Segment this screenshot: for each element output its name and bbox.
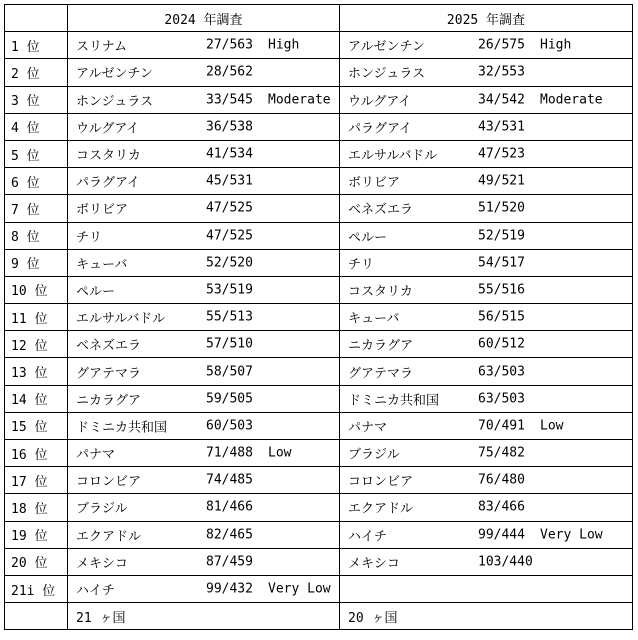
country-2024: エルサルバドル	[76, 311, 166, 327]
table-row	[5, 385, 633, 412]
country-2025: コロンビア	[348, 474, 414, 490]
result-cell-2025	[340, 521, 633, 548]
score-2024: 28/562	[206, 64, 253, 80]
rank-cell: 3 位	[5, 86, 68, 113]
score-2025: 47/523	[478, 146, 525, 162]
score-2024: 57/510	[206, 336, 253, 352]
table-row	[5, 140, 633, 167]
rank-cell: 6 位	[5, 168, 68, 195]
country-2025: ブラジル	[348, 447, 400, 463]
country-2025: ベネズエラ	[348, 202, 414, 218]
score-2025: 55/516	[478, 282, 525, 298]
result-cell-2025	[340, 276, 633, 303]
score-2024: 81/466	[206, 499, 253, 515]
table-row	[5, 358, 633, 385]
rank-cell: 21i 位	[5, 575, 68, 602]
result-cell-2025	[340, 467, 633, 494]
level-2024: Low	[268, 445, 292, 461]
score-2025: 56/515	[478, 309, 525, 325]
score-2024: 74/485	[206, 472, 253, 488]
score-2025: 63/503	[478, 391, 525, 407]
country-2024: スリナム	[76, 39, 128, 55]
table-row	[5, 575, 633, 602]
score-2025: 99/444	[478, 527, 525, 543]
country-2025: キューバ	[348, 311, 400, 327]
score-2025: 54/517	[478, 255, 525, 271]
rank-cell: 10 位	[5, 276, 68, 303]
table-row	[5, 222, 633, 249]
country-2024: パナマ	[76, 447, 116, 463]
table-row	[5, 32, 633, 59]
country-2025: グアテマラ	[348, 366, 414, 382]
result-cell-2025	[340, 385, 633, 412]
score-2024: 59/505	[206, 391, 253, 407]
rank-cell: 12 位	[5, 331, 68, 358]
result-cell-2024	[68, 385, 340, 412]
score-2025: 26/575	[478, 37, 525, 53]
score-2024: 58/507	[206, 364, 253, 380]
score-2025: 43/531	[478, 119, 525, 135]
result-cell-2024	[68, 521, 340, 548]
country-2024: コロンビア	[76, 474, 142, 490]
level-2024: High	[268, 37, 300, 53]
score-2024: 41/534	[206, 146, 253, 162]
result-cell-2024	[68, 168, 340, 195]
table-row	[5, 86, 633, 113]
country-2024: ベネズエラ	[76, 338, 142, 354]
table-row	[5, 440, 633, 467]
rank-cell: 7 位	[5, 195, 68, 222]
totals-rank	[5, 603, 68, 630]
score-2024: 52/520	[206, 255, 253, 271]
result-cell-2025	[340, 440, 633, 467]
table-row	[5, 494, 633, 521]
score-2024: 47/525	[206, 228, 253, 244]
rank-cell: 9 位	[5, 249, 68, 276]
result-cell-2025	[340, 412, 633, 439]
country-2025: アルゼンチン	[348, 39, 425, 55]
country-2024: キューバ	[76, 257, 128, 273]
country-2025: メキシコ	[348, 556, 400, 572]
result-cell-2024	[68, 222, 340, 249]
score-2025: 51/520	[478, 200, 525, 216]
result-cell-2025	[340, 494, 633, 521]
country-2024: ハイチ	[76, 583, 116, 599]
header-2024: 2024 年調査	[68, 5, 340, 32]
country-2024: チリ	[76, 230, 103, 246]
result-cell-2024	[68, 249, 340, 276]
country-2025: ホンジュラス	[348, 66, 426, 82]
score-2025: 52/519	[478, 228, 525, 244]
table-row	[5, 331, 633, 358]
country-2025: ドミニカ共和国	[348, 393, 440, 409]
country-2025: ハイチ	[348, 529, 388, 545]
result-cell-2024	[68, 140, 340, 167]
score-2025: 49/521	[478, 173, 525, 189]
table-row	[5, 412, 633, 439]
result-cell-2024	[68, 575, 340, 602]
table-row	[5, 521, 633, 548]
rank-cell: 18 位	[5, 494, 68, 521]
table-row	[5, 195, 633, 222]
table-row	[5, 548, 633, 575]
score-2025: 63/503	[478, 364, 525, 380]
result-cell-2024	[68, 494, 340, 521]
result-cell-2025	[340, 168, 633, 195]
rank-cell: 8 位	[5, 222, 68, 249]
country-2025: ボリビア	[348, 175, 401, 191]
rank-cell: 13 位	[5, 358, 68, 385]
score-2024: 99/432	[206, 581, 253, 597]
score-2024: 45/531	[206, 173, 253, 189]
result-cell-2024	[68, 358, 340, 385]
result-cell-2025	[340, 222, 633, 249]
country-2024: ドミニカ共和国	[76, 420, 168, 436]
result-cell-2025	[340, 304, 633, 331]
result-cell-2025	[340, 575, 633, 602]
table-row	[5, 113, 633, 140]
country-2024: メキシコ	[76, 556, 128, 572]
totals-row	[5, 603, 633, 630]
country-2024: グアテマラ	[76, 366, 142, 382]
score-2024: 27/563	[206, 37, 253, 53]
rank-cell: 16 位	[5, 440, 68, 467]
ranking-body	[5, 32, 633, 603]
result-cell-2024	[68, 59, 340, 86]
country-2024: ホンジュラス	[76, 94, 154, 110]
totals-2024: 21 ヶ国	[68, 603, 340, 630]
score-2024: 87/459	[206, 554, 253, 570]
result-cell-2025	[340, 59, 633, 86]
rank-cell: 1 位	[5, 32, 68, 59]
result-cell-2025	[340, 140, 633, 167]
country-2025: エクアドル	[348, 501, 414, 517]
score-2024: 47/525	[206, 200, 253, 216]
ranking-table	[4, 4, 633, 630]
score-2025: 70/491	[478, 418, 525, 434]
rank-cell: 2 位	[5, 59, 68, 86]
table-row	[5, 276, 633, 303]
country-2025: エルサルバドル	[348, 148, 438, 164]
country-2025: チリ	[348, 257, 375, 273]
result-cell-2025	[340, 113, 633, 140]
score-2025: 60/512	[478, 336, 525, 352]
country-2024: エクアドル	[76, 529, 142, 545]
country-2024: コスタリカ	[76, 148, 141, 164]
rank-cell: 19 位	[5, 521, 68, 548]
score-2024: 60/503	[206, 418, 253, 434]
totals-2025: 20 ヶ国	[340, 603, 633, 630]
level-2025: Moderate	[540, 92, 603, 108]
country-2024: ウルグアイ	[76, 121, 140, 137]
level-2025: Very Low	[540, 527, 603, 543]
table-row	[5, 168, 633, 195]
rank-cell: 15 位	[5, 412, 68, 439]
country-2025: パナマ	[348, 420, 388, 436]
score-2024: 33/545	[206, 92, 253, 108]
score-2025: 75/482	[478, 445, 525, 461]
result-cell-2024	[68, 440, 340, 467]
score-2024: 36/538	[206, 119, 253, 135]
score-2025: 103/440	[478, 554, 533, 570]
score-2025: 34/542	[478, 92, 525, 108]
result-cell-2024	[68, 331, 340, 358]
score-2025: 32/553	[478, 64, 525, 80]
country-2024: アルゼンチン	[76, 66, 153, 82]
rank-cell: 14 位	[5, 385, 68, 412]
result-cell-2025	[340, 331, 633, 358]
country-2025: パラグアイ	[348, 121, 412, 137]
level-2025: Low	[540, 418, 564, 434]
result-cell-2025	[340, 32, 633, 59]
table-row	[5, 467, 633, 494]
table-row	[5, 304, 633, 331]
result-cell-2024	[68, 86, 340, 113]
score-2024: 71/488	[206, 445, 253, 461]
result-cell-2025	[340, 548, 633, 575]
result-cell-2025	[340, 86, 633, 113]
header-row	[5, 5, 633, 32]
country-2025: ニカラグア	[348, 338, 414, 354]
country-2024: ボリビア	[76, 202, 129, 218]
country-2025: ウルグアイ	[348, 94, 412, 110]
level-2025: High	[540, 37, 572, 53]
result-cell-2025	[340, 195, 633, 222]
table-row	[5, 249, 633, 276]
rank-cell: 20 位	[5, 548, 68, 575]
score-2024: 53/519	[206, 282, 253, 298]
country-2024: ニカラグア	[76, 393, 142, 409]
result-cell-2024	[68, 113, 340, 140]
result-cell-2024	[68, 195, 340, 222]
country-2024: パラグアイ	[76, 175, 140, 191]
country-2025: コスタリカ	[348, 284, 413, 300]
score-2025: 76/480	[478, 472, 525, 488]
score-2024: 55/513	[206, 309, 253, 325]
header-2025: 2025 年調査	[340, 5, 633, 32]
level-2024: Moderate	[268, 92, 331, 108]
rank-cell: 17 位	[5, 467, 68, 494]
rank-cell: 11 位	[5, 304, 68, 331]
header-rank	[5, 5, 68, 32]
result-cell-2025	[340, 358, 633, 385]
result-cell-2024	[68, 548, 340, 575]
result-cell-2024	[68, 276, 340, 303]
country-2024: ブラジル	[76, 501, 128, 517]
result-cell-2024	[68, 467, 340, 494]
rank-cell: 5 位	[5, 140, 68, 167]
result-cell-2024	[68, 32, 340, 59]
result-cell-2024	[68, 304, 340, 331]
country-2025: ペルー	[348, 230, 388, 246]
result-cell-2024	[68, 412, 340, 439]
country-2024: ペルー	[76, 284, 116, 300]
rank-cell: 4 位	[5, 113, 68, 140]
score-2024: 82/465	[206, 527, 253, 543]
score-2025: 83/466	[478, 499, 525, 515]
result-cell-2025	[340, 249, 633, 276]
level-2024: Very Low	[268, 581, 331, 597]
table-row	[5, 59, 633, 86]
